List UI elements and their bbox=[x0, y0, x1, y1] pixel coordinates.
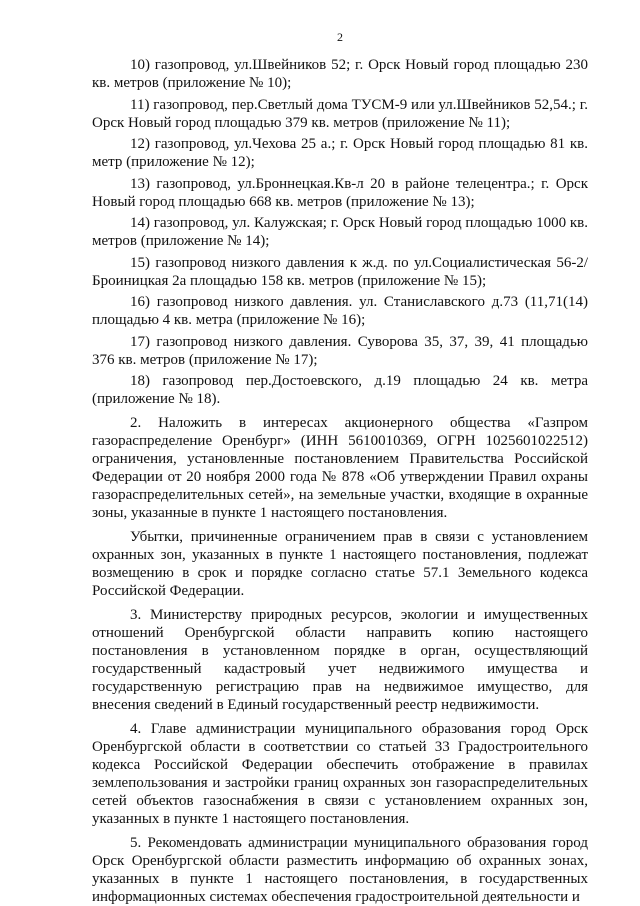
item-15-paragraph: 15) газопровод низкого давления к ж.д. по ул.Социалистическая 56-2/Броиницкая 2а площадью 158 кв. метров (приложение № 15); bbox=[92, 254, 588, 289]
item-13-paragraph: 13) газопровод, ул.Броннецкая.Кв-л 20 в районе телецентра.; г. Орск Новый город площадью 668 кв. метров (приложение № 13); bbox=[92, 175, 588, 210]
page-number: 2 bbox=[337, 30, 343, 44]
item-18-paragraph: 18) газопровод пер.Достоевского, д.19 площадью 24 кв. метра (приложение № 18). bbox=[92, 373, 588, 407]
item-11-paragraph: 11) газопровод, пер.Светлый дома ТУСМ-9 или ул.Швейников 52,54.; г. Орск Новый город площадью 379 кв. метров (приложение № 11); bbox=[92, 96, 588, 131]
clause-2-paragraph: 2. Наложить в интересах акционерного общества «Газпром газораспределение Оренбург» (ИНН 5610010369, ОГРН 1025601022512) ограничения, установленные постановлением Правительства Российской Федерации от 20 ноября 2000 года № 878 «Об утверждении Правил охраны газораспределительных сетей», на земельные участки, входящие в охранные зоны, указанные в пункте 1 настоящего постановления. bbox=[92, 415, 588, 521]
item-16-paragraph: 16) газопровод низкого давления. ул. Станиславского д.73 (11,71(14) площадью 4 кв. метра (приложение № 16); bbox=[92, 294, 588, 328]
document-body bbox=[92, 56, 588, 906]
item-17-paragraph: 17) газопровод низкого давления. Суворова 35, 37, 39, 41 площадью 376 кв. метров (приложение № 17); bbox=[92, 333, 588, 368]
clause-3-paragraph: 3. Министерству природных ресурсов, экологии и имущественных отношений Оренбургской области направить копию настоящего постановления в установленном порядке в орган, осуществляющий государственный кадастровый учет недвижимого имущества и государственную регистрацию прав на недвижимое имущество, для внесения сведений в Единый государственный реестр недвижимости. bbox=[92, 607, 588, 713]
item-10-paragraph: 10) газопровод, ул.Швейников 52; г. Орск Новый город площадью 230 кв. метров (приложение № 10); bbox=[92, 57, 588, 91]
damages-paragraph: Убытки, причиненные ограничением прав в связи с установлением охранных зон, указанных в пункте 1 настоящего постановления, подлежат возмещению в срок и порядке согласно статье 57.1 Земельного кодекса Российской Федерации. bbox=[92, 529, 588, 599]
item-14-paragraph: 14) газопровод, ул. Калужская; г. Орск Новый город площадью 1000 кв. метров (приложение № 14); bbox=[92, 215, 588, 249]
clause-4-paragraph: 4. Главе администрации муниципального образования город Орск Оренбургской области в соответствии со статьей 33 Градостроительного кодекса Российской Федерации обеспечить отображение в правилах землепользования и застройки границ охранных зон газораспределительных сетей объектов газоснабжения в связи с установлением охранных зон, указанных в пункте 1 настоящего постановления. bbox=[92, 721, 588, 827]
clause-5-paragraph: 5. Рекомендовать администрации муниципального образования город Орск Оренбургской области разместить информацию об охранных зонах, указанных в пункте 1 настоящего постановления, в государственных информационных системах обеспечения градостроительной деятельности и bbox=[92, 835, 588, 905]
item-12-paragraph: 12) газопровод, ул.Чехова 25 а.; г. Орск Новый город площадью 81 кв. метр (приложение № 12); bbox=[92, 136, 588, 170]
